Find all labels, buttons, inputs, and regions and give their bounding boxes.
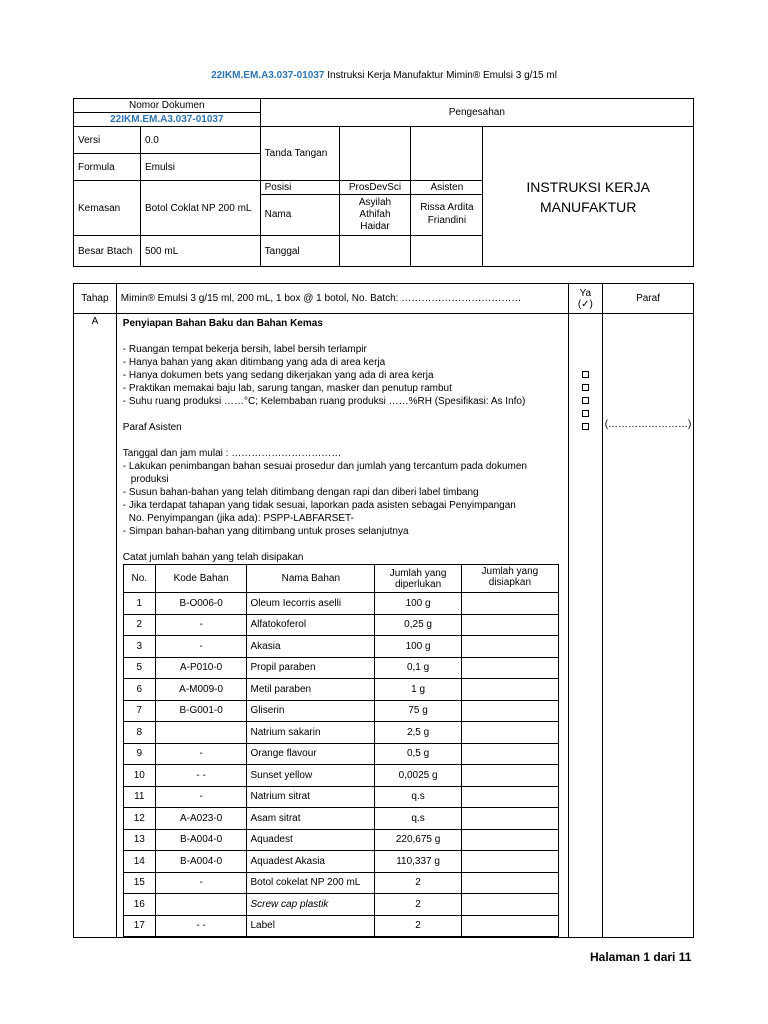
bahan-nama: Sunset yellow (247, 765, 375, 787)
bahan-nama: Aquadest (247, 829, 375, 851)
bahan-kode: - - (155, 915, 247, 937)
checkbox[interactable] (582, 397, 589, 404)
instruction-item: - Simpan bahan-bahan yang ditimbang untuk proses selanjutnya (122, 526, 409, 537)
bahan-no: 6 (123, 679, 155, 701)
asisten-column (411, 181, 483, 236)
tanda-tangan-label: Tanda Tangan (260, 127, 339, 181)
bahan-disiapkan[interactable] (462, 851, 559, 873)
tanggal-mulai: Tanggal dan jam mulai : …………………………… (122, 448, 342, 459)
checkbox[interactable] (582, 410, 589, 417)
bahan-disiapkan[interactable] (462, 614, 559, 636)
bahan-nama: Orange flavour (247, 743, 375, 765)
bahan-row (123, 700, 558, 722)
checkbox[interactable] (582, 384, 589, 391)
bahan-jumlah: 2,5 g (375, 722, 462, 744)
bahan-no: 10 (123, 765, 155, 787)
bahan-nama: Label (247, 915, 375, 937)
bahan-row (123, 743, 558, 765)
versi-value: 0.0 (140, 127, 260, 154)
nama-asisten: Rissa Ardita Friandini (420, 202, 474, 226)
tanda-tangan-asisten (411, 127, 483, 181)
bahan-kode: A-P010-0 (155, 657, 247, 679)
bahan-kode: B-O006-0 (155, 593, 247, 615)
besar-batch-value: 500 mL (140, 236, 260, 267)
bahan-nama: Natrium sakarin (247, 722, 375, 744)
bahan-kode: - (155, 636, 247, 658)
bahan-disiapkan[interactable] (462, 657, 559, 679)
formula-value: Emulsi (140, 154, 260, 181)
bahan-row (123, 593, 558, 615)
bahan-row (123, 786, 558, 808)
bahan-row (123, 808, 558, 830)
bahan-jumlah: q.s (375, 808, 462, 830)
pengesahan-header: Pengesahan (260, 99, 693, 127)
bahan-jumlah: 100 g (375, 636, 462, 658)
bahan-jumlah: 110,337 g (375, 851, 462, 873)
bahan-nama: Screw cap plastik (247, 894, 375, 916)
versi-label: Versi (74, 127, 141, 154)
nomor-dokumen-value: 22IKM.EM.A3.037-01037 (110, 114, 224, 125)
checklist-item: - Suhu ruang produksi ……°C; Kelembaban ruang produksi ……%RH (Spesifikasi: As Info) (122, 396, 526, 407)
bahan-row (123, 894, 558, 916)
bahan-jumlah: 1 g (375, 679, 462, 701)
bahan-kode: B-A004-0 (155, 829, 247, 851)
bahan-no: 14 (123, 851, 155, 873)
bahan-jumlah: 0,5 g (375, 743, 462, 765)
checkbox[interactable] (582, 371, 589, 378)
bahan-nama: Botol cokelat NP 200 mL (247, 872, 375, 894)
bahan-jumlah: 2 (375, 872, 462, 894)
bahan-no: 2 (123, 614, 155, 636)
document-title-text: Instruksi Kerja Manufaktur Mimin® Emulsi 3 g/15 ml (327, 70, 557, 81)
bahan-row (123, 915, 558, 937)
kemasan-label: Kemasan (74, 181, 141, 236)
bahan-kode: A-M009-0 (155, 679, 247, 701)
bahan-kode: B-G001-0 (155, 700, 247, 722)
posisi-nama-labels (260, 181, 339, 236)
nama-prosdevsci: Asyilah Athifah Haidar (358, 197, 392, 232)
nama-label: Nama (264, 209, 292, 220)
bahan-no: 3 (123, 636, 155, 658)
posisi-asisten: Asisten (411, 181, 482, 195)
bahan-no: 1 (123, 593, 155, 615)
posisi-label: Posisi (261, 181, 339, 195)
bahan-nama: Asam sitrat (247, 808, 375, 830)
bahan-disiapkan[interactable] (462, 700, 559, 722)
document-title (0, 70, 768, 81)
bahan-jumlah: 100 g (375, 593, 462, 615)
bahan-row (123, 722, 558, 744)
bahan-no: 5 (123, 657, 155, 679)
bahan-no: 16 (123, 894, 155, 916)
paraf-signature: (……………………) (604, 419, 692, 430)
bahan-jumlah: q.s (375, 786, 462, 808)
bahan-no: 8 (123, 722, 155, 744)
bahan-jumlah: 220,675 g (375, 829, 462, 851)
bahan-no: 11 (123, 786, 155, 808)
bahan-disiapkan[interactable] (462, 765, 559, 787)
stage-content (116, 314, 568, 938)
bahan-disiapkan[interactable] (462, 722, 559, 744)
bahan-nama: Akasia (247, 636, 375, 658)
bahan-row (123, 657, 558, 679)
bahan-disiapkan[interactable] (462, 915, 559, 937)
besar-batch-label: Besar Btach (74, 236, 141, 267)
bahan-disiapkan[interactable] (462, 743, 559, 765)
checklist-item: - Praktikan memakai baju lab, sarung tangan, masker dan penutup rambut (122, 383, 452, 394)
col-ya (568, 284, 602, 314)
bahan-jumlah: 2 (375, 915, 462, 937)
bahan-jumlah: 75 g (375, 700, 462, 722)
bahan-nama: Alfatokoferol (247, 614, 375, 636)
checklist-item: - Hanya dokumen bets yang sedang dikerjakan yang ada di area kerja (122, 370, 434, 381)
bahan-kode: B-A004-0 (155, 851, 247, 873)
instruction-item: - Lakukan penimbangan bahan sesuai prosedur dan jumlah yang tercantum pada dokumen (122, 461, 527, 472)
checklist-item: - Hanya bahan yang akan ditimbang yang ada di area kerja (122, 357, 386, 368)
bahan-no: 12 (123, 808, 155, 830)
bahan-nama: Natrium sitrat (247, 786, 375, 808)
header-table (73, 98, 694, 267)
bahan-row (123, 765, 558, 787)
bahan-jumlah: 0,25 g (375, 614, 462, 636)
bahan-jumlah: 0,1 g (375, 657, 462, 679)
bahan-jumlah: 0,0025 g (375, 765, 462, 787)
instruction-item: - Susun bahan-bahan yang telah ditimbang dengan rapi dan diberi label timbang (122, 487, 479, 498)
bahan-disiapkan[interactable] (462, 872, 559, 894)
col-paraf: Paraf (603, 284, 694, 314)
main-table (73, 283, 694, 938)
bahan-header-jumlah-diperlukan: Jumlah yang diperlukan (375, 565, 462, 593)
bahan-kode (155, 722, 247, 744)
bahan-row (123, 872, 558, 894)
bahan-disiapkan[interactable] (462, 786, 559, 808)
bahan-nama: Oleum Iecorris aselli (247, 593, 375, 615)
bahan-row (123, 636, 558, 658)
checkbox[interactable] (582, 423, 589, 430)
kemasan-value: Botol Coklat NP 200 mL (140, 181, 260, 236)
formula-label: Formula (74, 154, 141, 181)
bahan-header-no: No. (123, 565, 155, 593)
section-title: Penyiapan Bahan Baku dan Bahan Kemas (122, 318, 323, 329)
bahan-nama: Propil paraben (247, 657, 375, 679)
bahan-row (123, 829, 558, 851)
checklist-item: - Ruangan tempat bekerja bersih, label bersih terlampir (122, 344, 367, 355)
col-check-label: (✓) (577, 298, 593, 310)
tanda-tangan-prosdevsci (339, 127, 411, 181)
checkbox-column (568, 314, 602, 938)
bahan-header-nama: Nama Bahan (247, 565, 375, 593)
bahan-kode: - (155, 614, 247, 636)
col-description: Mimin® Emulsi 3 g/15 ml, 200 mL, 1 box @ 1 botol, No. Batch: ……………………………… (116, 284, 568, 314)
bahan-nama: Gliserin (247, 700, 375, 722)
bahan-kode (155, 894, 247, 916)
nomor-dokumen-cell (74, 99, 261, 127)
bahan-kode: - (155, 743, 247, 765)
nomor-dokumen-label: Nomor Dokumen (74, 99, 260, 113)
stage-cell: A (74, 314, 117, 938)
bahan-kode: - - (155, 765, 247, 787)
bahan-no: 13 (123, 829, 155, 851)
bahan-kode: A-A023-0 (155, 808, 247, 830)
page-number: Halaman 1 dari 11 (590, 950, 692, 964)
bahan-no: 9 (123, 743, 155, 765)
bahan-disiapkan[interactable] (462, 829, 559, 851)
col-tahap: Tahap (74, 284, 117, 314)
col-ya-label: Ya (579, 287, 592, 299)
bahan-disiapkan[interactable] (462, 894, 559, 916)
bahan-jumlah: 2 (375, 894, 462, 916)
document-code: 22IKM.EM.A3.037-01037 (211, 70, 325, 81)
paraf-column (603, 314, 694, 938)
bahan-disiapkan[interactable] (462, 679, 559, 701)
bahan-row (123, 614, 558, 636)
tanggal-label: Tanggal (260, 236, 339, 267)
bahan-no: 17 (123, 915, 155, 937)
bahan-no: 15 (123, 872, 155, 894)
bahan-disiapkan[interactable] (462, 636, 559, 658)
bahan-row (123, 851, 558, 873)
instruction-item: No. Penyimpangan (jika ada): PSPP-LABFARSET- (128, 513, 354, 524)
doc-title-cell (483, 127, 694, 267)
bahan-nama: Metil paraben (247, 679, 375, 701)
bahan-table (123, 564, 559, 937)
doc-title-line1: INSTRUKSI KERJA (526, 178, 651, 195)
tanggal-asisten (411, 236, 483, 267)
bahan-header-kode: Kode Bahan (155, 565, 247, 593)
prosdevsci-column (339, 181, 411, 236)
instruction-item: produksi (130, 474, 169, 485)
bahan-kode: - (155, 786, 247, 808)
bahan-kode: - (155, 872, 247, 894)
bahan-disiapkan[interactable] (462, 593, 559, 615)
doc-title-line2: MANUFAKTUR (539, 198, 637, 215)
bahan-disiapkan[interactable] (462, 808, 559, 830)
tanggal-prosdevsci (339, 236, 411, 267)
paraf-asisten-label: Paraf Asisten (122, 422, 182, 433)
bahan-header-jumlah-disiapkan: Jumlah yang disiapkan (462, 565, 559, 593)
catat-label: Catat jumlah bahan yang telah disipakan (122, 552, 304, 563)
bahan-nama: Aquadest Akasia (247, 851, 375, 873)
posisi-prosdevsci: ProsDevSci (340, 181, 411, 195)
bahan-row (123, 679, 558, 701)
bahan-no: 7 (123, 700, 155, 722)
instruction-item: - Jika terdapat tahapan yang tidak sesuai, laporkan pada asisten sebagai Penyimpangan (122, 500, 516, 511)
